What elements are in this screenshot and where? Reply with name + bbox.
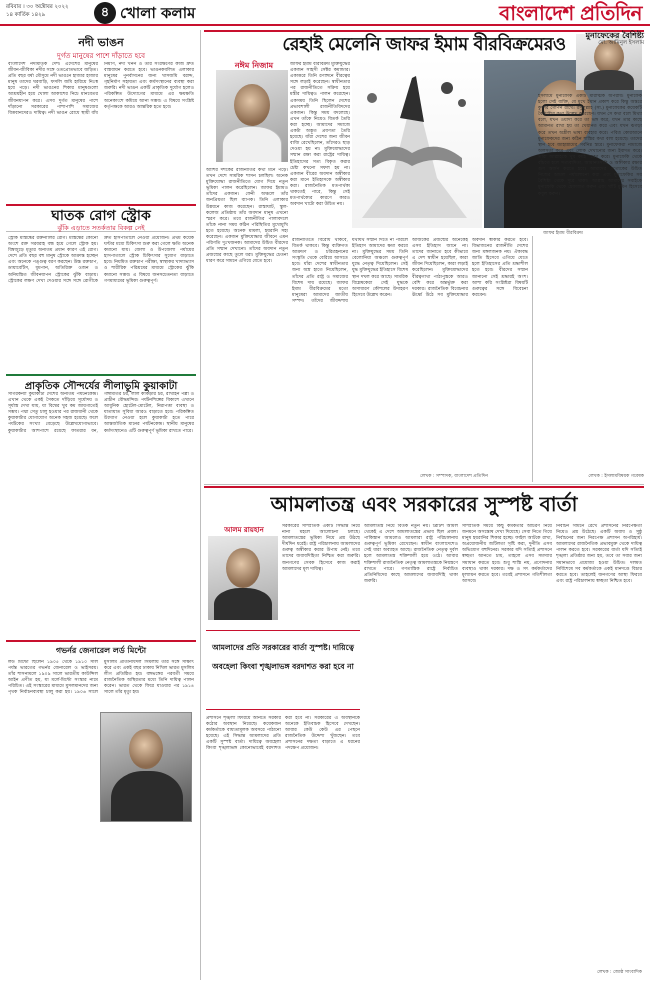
lord-minto-body: লর্ড মিন্টো ছিলেন ১৯০৫ থেকে ১৯১০ সাল পর্যন্ত ভারতের গভর্নর জেনারেল ও ভাইসরয়। তাঁর শাসনামলে ১৯০৯ সালে ভারতীয় কাউন্সিল আইন প্রণীত হয়, যা মর্লে-মিন্টো সংস্কার নামে পরিচিত। এই সংস্কারের মাধ্যমে মুসলমানদের জন্য পৃথক নির্বাচনব্যবস্থা চালু করা হয়। ১৯০৬ সালে মুসলিম প্রতিনিধিদল সিমলায় তাঁর সঙ্গে সাক্ষাৎ করে এবং একই বছর ঢাকায় নিখিল ভারত মুসলিম লীগ প্রতিষ্ঠিত হয়। বঙ্গভঙ্গের পরবর্তী সময়ে রাজনৈতিক অস্থিরতার মধ্যে তিনি দায়িত্ব পালন করেন। ভারত থেকে ফিরে যাওয়ার পর ১৯১৪ সালে তাঁর মৃত্যু হয়। [8,660,194,696]
feature-photo-caption: জাফর ইমাম বীরবিক্রম [543,231,583,236]
bottom-body-col3: আমলাতন্ত্র নিয়ে বিতর্ক নতুন নয়। ব্রিটিশ আমল থেকেই এ দেশে আমলাতন্ত্রের প্রভাব ছিল প্রবল। পাকিস্তান আমলেও আমলারা রাষ্ট্র পরিচালনায় গুরুত্বপূর্ণ ভূমিকা রেখেছেন। স্বাধীন বাংলাদেশেও সেই ধারা অব্যাহত আছে। রাজনৈতিক নেতৃত্ব দুর্বল হলে আমলাতন্ত্র শক্তিশালী হয়ে ওঠে। আবার শক্তিশালী রাজনৈতিক নেতৃত্ব আমলাতন্ত্রকে নিয়ন্ত্রণে রাখতে পারে। গণতান্ত্রিক রাষ্ট্রে নির্বাচিত প্রতিনিধিদের কাছে আমলাদের জবাবদিহি থাকা জরুরি। [364,524,458,584]
bottom-body-col1: সরকারের সাম্প্রতিক একটি সিদ্ধান্ত নিয়ে নানা মহলে আলোচনা চলছে। আমলাতন্ত্রের ভূমিকা নিয়ে প্রশ্ন উঠছে দীর্ঘদিন ধরেই। রাষ্ট্র পরিচালনায় আমলাদের গুরুত্ব অস্বীকার করার উপায় নেই। তবে তাদের জবাবদিহিতা নিশ্চিত করা জরুরি। জনগণের সেবক হিসেবে কাজ করাই আমলাদের মূল দায়িত্ব। [282,524,360,572]
right-col-writer-note: লেখক : ইসলামবিষয়ক গবেষক [588,474,644,479]
bottom-headline: আমলাতন্ত্র এবং সরকারের সুস্পষ্ট বার্তা [270,492,578,516]
pull-quote-text: আমলাদের প্রতি সরকারের বার্তা সুস্পষ্ট। দায়িত্বে অবহেলা কিংবা শৃঙ্খলাভঙ্গ বরদাশত করা হবে না [212,643,354,671]
bottom-body-col2: প্রশাসনে শৃঙ্খলা ফিরিয়ে আনতে সরকার কঠোর অবস্থান নিয়েছে। কয়েকজন কর্মকর্তাকে বাধ্যতামূলক অবসরে পাঠানো হয়েছে। এই সিদ্ধান্ত আমলাদের প্রতি একটি সুস্পষ্ট বার্তা। দায়িত্বে অবহেলা কিংবা শৃঙ্খলাভঙ্গ কোনোভাবেই বরদাশত করা হবে না। সরকারের এ অবস্থানকে অনেকে ইতিবাচক হিসেবে দেখছেন। আবার কেউ কেউ এর পেছনে রাজনৈতিক উদ্দেশ্য খুঁজছেন। তবে প্রশাসনের দক্ষতা বাড়াতে এ ধরনের পদক্ষেপ প্রয়োজন। [206,716,360,752]
feature-body-col1b: আশির দশকের রাজনীতির কথা মনে পড়ে। তখন দেশে সামরিক শাসন চলছিল। অনেক মুক্তিযোদ্ধা রাজনীতিতে যোগ দিয়ে নতুন ভূমিকা পালন করেছিলেন। জাফর ইমামও তাঁদের একজন। ফেনী অঞ্চলে তাঁর জনপ্রিয়তা ছিল ব্যাপক। তিনি এলাকার উন্নয়নে কাজ করেছেন। রাস্তাঘাট, স্কুল-কলেজ প্রতিষ্ঠায় তাঁর অবদান মানুষ এখনো স্মরণ করে। তবে রাজনীতির পালাবদলে তাঁকে নানা সময় কঠিন পরিস্থিতির মুখোমুখি হতে হয়েছে। অনেক মামলা, হয়রানি সহ্য করেছেন। একজন মুক্তিযোদ্ধার জীবনে এমন পরিণতি দুঃখজনক। আমাদের উচিত বীরদের প্রতি সম্মান দেখানো। তাঁদের অবদান নতুন প্রজন্মের কাছে তুলে ধরা। মুক্তিযুদ্ধের চেতনা ধারণ করে সামনে এগিয়ে যেতে হবে। [206,168,288,265]
article1-headline: নদী ভাঙন [78,36,124,49]
right-col-author: মো. আমিনুল ইসলাম [598,40,644,46]
feature-body-col2: রাজনীতিতে বিরোধ থাকবে, বিতর্ক থাকবে। কিন্তু ব্যক্তিগত আক্রমণ ও চরিত্রহননের সংস্কৃতি থেকে বেরিয়ে আসতে হবে। যাঁরা দেশের স্বাধীনতার জন্য অস্ত্র হাতে নিয়েছিলেন, তাঁদের প্রতি রাষ্ট্র ও সমাজের বিশেষ দায় রয়েছে। জাফর ইমাম বীরবিক্রমের মতো মানুষেরা আমাদের জাতীয় সম্পদ। তাঁদের জীবদ্দশায় যথাযথ সম্মান দিতে না পারলে ইতিহাস আমাদের ক্ষমা করবে না। মুক্তিযুদ্ধের সময় তিনি বেলোনিয়া অঞ্চলে গুরুত্বপূর্ণ যুদ্ধে নেতৃত্ব দিয়েছিলেন। সেই যুদ্ধ মুক্তিযুদ্ধের ইতিহাসে বিশেষ স্থান দখল করে আছে। সামরিক বিশ্লেষকেরা সেই যুদ্ধকে অসাধারণ কৌশলের উদাহরণ হিসেবে উল্লেখ করেন। [292,238,408,304]
bottom-body-col4: সাম্প্রতিক সময়ে কিছু কর্মকর্তার আচরণ নিয়ে জনমনে অসন্তোষ দেখা দিয়েছে। সেবা নিতে গিয়ে মানুষ হয়রানির শিকার হচ্ছে। ফাইল আটকে রাখা, অপ্রয়োজনীয় জটিলতা সৃষ্টি করা, দুর্নীতি এসব অভিযোগ বহুদিনের। সরকার যদি সত্যিই প্রশাসনে স্বচ্ছতা আনতে চায়, তাহলে এসব সমস্যার সমাধান করতে হবে। শুধু শাস্তি নয়, প্রণোদনার ব্যবস্থাও থাকা দরকার। দক্ষ ও সৎ কর্মকর্তাদের মূল্যায়ন করতে হবে। তবেই প্রশাসনে গতিশীলতা আসবে। [462,524,552,584]
freedom-fighter-graphic [352,58,482,228]
right-col-body: ইসলামে মুনাফেকি একটি মারাত্মক অপরাধ। মুনাফেক হলো সেই ব্যক্তি, যে মুখে ইমান প্রকাশ করে কিন্তু অন্তরে কুফরি গোপন রাখে। রসুলুল্লাহ (সা.) মুনাফেকের কয়েকটি বৈশিষ্ট্যের কথা উল্লেখ করেছেন। যখন সে কথা বলে মিথ্যা বলে, যখন ওয়াদা করে তা ভঙ্গ করে, যখন তার কাছে আমানত রাখা হয় তা খেয়ানত করে এবং যখন ঝগড়া করে তখন অশ্লীল ভাষা ব্যবহার করে। পবিত্র কোরআনে মুনাফেকদের জন্য কঠিন শাস্তির কথা বলা হয়েছে। তাদের স্থান হবে জাহান্নামের সর্বনিম্ন স্তরে। মুনাফেকরা নামাজে অলসতা করে এবং লোক দেখানোর জন্য ইবাদত করে। তারা আল্লাহকে খুব কমই স্মরণ করে। মুনাফেকি থেকে বাঁচতে হলে সত্যবাদিতা, আমানতদারি ও অঙ্গীকার রক্ষার গুণ অর্জন করতে হবে। আমাদের প্রত্যেকের উচিত নিজের আমল পর্যালোচনা করা এবং মুনাফেকির সব বৈশিষ্ট্য থেকে দূরে থাকা। আল্লাহ আমাদের সবাইকে মুনাফেকি থেকে হেফাজত করুন এবং খাঁটি মুমিন হিসেবে কবুল করুন। [538,94,642,197]
lord-minto-box [6,640,196,980]
article2-headline-banner [6,204,196,232]
bottom-writer-note: লেখক : জ্যেষ্ঠ সাংবাদিক [597,970,642,975]
article1-subhead: দুর্গত মানুষের পাশে দাঁড়াতে হবে [57,52,145,60]
author-photo [216,70,288,162]
feature-body-col1: জাফর ইমাম বীরবিক্রম মুক্তিযুদ্ধের একজন সাহসী সেক্টর কমান্ডার। একাত্তরে তিনি রণাঙ্গনে বীরত্বের সঙ্গে লড়াই করেছেন। স্বাধীনতার পর রাজনীতিতে সক্রিয় হয়ে মন্ত্রীর দায়িত্বও পালন করেছেন। একসময় তিনি ছিলেন দেশের প্রভাবশালী রাজনীতিবিদদের একজন। কিন্তু সময় বদলেছে। এখন তাঁকে নিয়েও বিতর্ক তৈরি করা হচ্ছে। আমাদের সমাজে একটা অদ্ভুত প্রবণতা তৈরি হয়েছে। যাঁরা দেশের জন্য জীবন বাজি রেখেছিলেন, তাঁদেরও ছাড় দেওয়া হয় না। মুক্তিযোদ্ধাদের সম্মান রক্ষা করা রাষ্ট্রের দায়িত্ব। ইতিহাসের সত্য বিকৃত করার চেষ্টা কখনো সফল হয় না। একজন বীরের অবদান অস্বীকার করা মানে ইতিহাসকে অস্বীকার করা। রাজনৈতিক মতপার্থক্য থাকতেই পারে, কিন্তু সেই মতপার্থক্যের কারণে কারও অবদান খাটো করা উচিত নয়। [290,62,350,208]
article3-body: সাগরকন্যা কুয়াকাটা দেশের অন্যতম পর্যটনকেন্দ্র। এখান থেকে একই সৈকতে দাঁড়িয়ে সূর্যোদয় ও সূর্যাস্ত দেখা যায়, যা বিশ্বের খুব কম জায়গাতেই সম্ভব। পদ্মা সেতু চালু হওয়ার পর রাজধানী থেকে কুয়াকাটার যোগাযোগ অনেক সহজ হয়েছে। ফলে পর্যটকের সংখ্যা বেড়েছে উল্লেখযোগ্যভাবে। কুয়াকাটার আশপাশে রয়েছে ফাতরার বন, গঙ্গামতির চর, লাল কাঁকড়ার চর, রাখাইন পল্লী ও প্রাচীন বৌদ্ধমন্দির। পর্যটনশিল্পের বিকাশে এখানে আধুনিক হোটেল-মোটেল, নিরাপত্তা ব্যবস্থা ও যাতায়াত সুবিধা আরও বাড়াতে হবে। পরিকল্পিত উদ্যোগ নেওয়া হলে কুয়াকাটা হতে পারে আন্তর্জাতিক মানের পর্যটনকেন্দ্র। স্থানীয় মানুষের কর্মসংস্থানেও এটি গুরুত্বপূর্ণ ভূমিকা রাখতে পারে। [8,392,194,434]
page-number: ৪ [94,2,116,24]
section-title: খোলা কলাম [120,4,196,22]
bottom-pull-quote [206,630,360,710]
article2-subhead: ঝুঁকি এড়াতে সতর্কতার বিকল্প নেই [57,224,145,232]
article2-headline: ঘাতক রোগ স্ট্রোক [51,208,151,224]
alam-raihan-photo [208,536,278,620]
lord-minto-title: গভর্নর জেনারেল লর্ড মিন্টো [55,646,147,655]
article2-body: স্ট্রোক মস্তিষ্কের রক্তনালির রোগ। মস্তিষ্কের কোনো অংশে রক্ত সরবরাহ বন্ধ হয়ে গেলে স্ট্রোক হয়। বিশ্বজুড়ে মৃত্যুর অন্যতম প্রধান কারণ এই রোগ। দেশে প্রতি বছর বহু মানুষ স্ট্রোকে আক্রান্ত হচ্ছেন এবং অনেকে পঙ্গুত্ব বরণ করছেন। উচ্চ রক্তচাপ, ডায়াবেটিস, ধূমপান, অতিরিক্ত ওজন ও অনিয়ন্ত্রিত জীবনযাপন স্ট্রোকের ঝুঁকি বাড়ায়। স্ট্রোকের লক্ষণ দেখা দেওয়ার সঙ্গে সঙ্গে রোগীকে দ্রুত হাসপাতালে নেওয়া প্রয়োজন। প্রথম কয়েক ঘণ্টার মধ্যে চিকিৎসা শুরু করা গেলে ক্ষতি অনেক কমানো যায়। জেলা ও উপজেলা পর্যায়ের হাসপাতালে স্ট্রোক চিকিৎসার সুযোগ বাড়াতে হবে। নিয়মিত রক্তচাপ পরীক্ষা, স্বাস্থ্যকর খাদ্যাভ্যাস ও শারীরিক পরিশ্রমের মাধ্যমে স্ট্রোকের ঝুঁকি কমানো সম্ভব। এ বিষয়ে জনসচেতনতা বাড়াতে গণমাধ্যমের ভূমিকা গুরুত্বপূর্ণ। [8,236,194,284]
article3-headline: প্রাকৃতিক সৌন্দর্যের লীলাভূমি কুয়াকাটা [6,374,196,396]
page-header [0,0,650,26]
bottom-body-col5: নির্বাচন সামনে রেখে প্রশাসনের নিরপেক্ষতা নিয়েও প্রশ্ন উঠেছে। একটি অবাধ ও সুষ্ঠু নির্বাচনের জন্য নিরপেক্ষ প্রশাসন অপরিহার্য। আমলাদের রাজনৈতিক প্রভাবমুক্ত থেকে দায়িত্ব পালন করতে হবে। সরকারের বার্তা যদি সত্যিই শৃঙ্খলা প্রতিষ্ঠার জন্য হয়, তবে তা সবার জন্য সমানভাবে প্রযোজ্য হওয়া উচিত। দলমত নির্বিশেষে সব কর্মকর্তাকে একই মানদণ্ডে বিচার করতে হবে। তাহলেই জনগণের আস্থা ফিরবে এবং রাষ্ট্র পরিচালনায় স্বচ্ছতা নিশ্চিত হবে। [556,524,642,584]
bottom-author: আলম রায়হান [224,526,264,534]
dateline: রবিবার । ৩০ অক্টোবর ২০২২ ১৪ কার্তিক ১৪২৯ [6,4,69,18]
feature-body-col3: আজকের প্রজন্মের অনেকেই এসব ইতিহাস জানে না। তাদের জানাতে হবে কীভাবে এ দেশ স্বাধীন হয়েছিল, কারা জীবন দিয়েছিলেন, কারা লড়াই করেছিলেন। মুক্তিযোদ্ধাদের বীরত্বগাথা পাঠ্যপুস্তকে আরও বেশি করে অন্তর্ভুক্ত করা দরকার। রাজনৈতিক বিবেচনার ঊর্ধ্বে উঠে সব মুক্তিযোদ্ধার অবদান স্বীকার করতে হবে। বিভাজনের রাজনীতি দেশের জন্য মঙ্গলজনক নয়। ঐক্যবদ্ধ জাতি হিসেবে এগিয়ে যেতে হলে ইতিহাসের প্রতি শ্রদ্ধাশীল হতে হবে। বীরদের সম্মান জানানো সেই শ্রদ্ধারই অংশ। আশা করি সংশ্লিষ্টরা বিষয়টি গুরুত্বের সঙ্গে বিবেচনা করবেন। [412,238,528,298]
newspaper-masthead: বাংলাদেশ প্রতিদিন [499,1,642,25]
feature-author: নঈম নিজাম [234,61,274,70]
right-col-title: মুনাফেকের বৈশিষ্ট্য [585,31,644,40]
article1-body: বাংলাদেশ নদীমাতৃক দেশ। এদেশের মানুষের জীবন-জীবিকা নদীর সঙ্গে ওতপ্রোতভাবে জড়িত। প্রতি বছর বর্ষা মৌসুমে নদী ভাঙনে হাজার হাজার মানুষ তাদের ঘরবাড়ি, ফসলি জমি হারিয়ে নিঃস্ব হয়ে পড়ে। নদী ভাঙনের শিকার মানুষগুলো আশ্রয়হীন হয়ে খোলা আকাশের নিচে মানবেতর জীবনযাপন করে। এসব দুর্গত মানুষের পাশে দাঁড়ানো সরকারের পাশাপাশি সমাজের বিত্তবানদেরও দায়িত্ব। নদী ভাঙন রোধে স্থায়ী বাঁধ নির্মাণ, নদী খনন ও তীর সংরক্ষণের কাজ দ্রুত বাস্তবায়ন করতে হবে। ভাঙনকবলিত এলাকার মানুষের পুনর্বাসনের জন্য খাসজমি বরাদ্দ, গৃহনির্মাণ সহায়তা এবং কর্মসংস্থানের ব্যবস্থা করা জরুরি। নদী ভাঙন একটি প্রাকৃতিক দুর্যোগ হলেও পরিকল্পিত উদ্যোগের মাধ্যমে এর ক্ষয়ক্ষতি অনেকাংশে কমিয়ে আনা সম্ভব। এ বিষয়ে সংশ্লিষ্ট কর্তৃপক্ষকে আরও আন্তরিক হতে হবে। [8,62,194,116]
bottom-title-block [204,486,644,520]
feature-headline: রেহাই মেলেনি জাফর ইমাম বীরবিক্রমেরও [282,34,566,55]
feature-writer-note: লেখক : সম্পাদক, বাংলাদেশ প্রতিদিন [420,474,488,479]
